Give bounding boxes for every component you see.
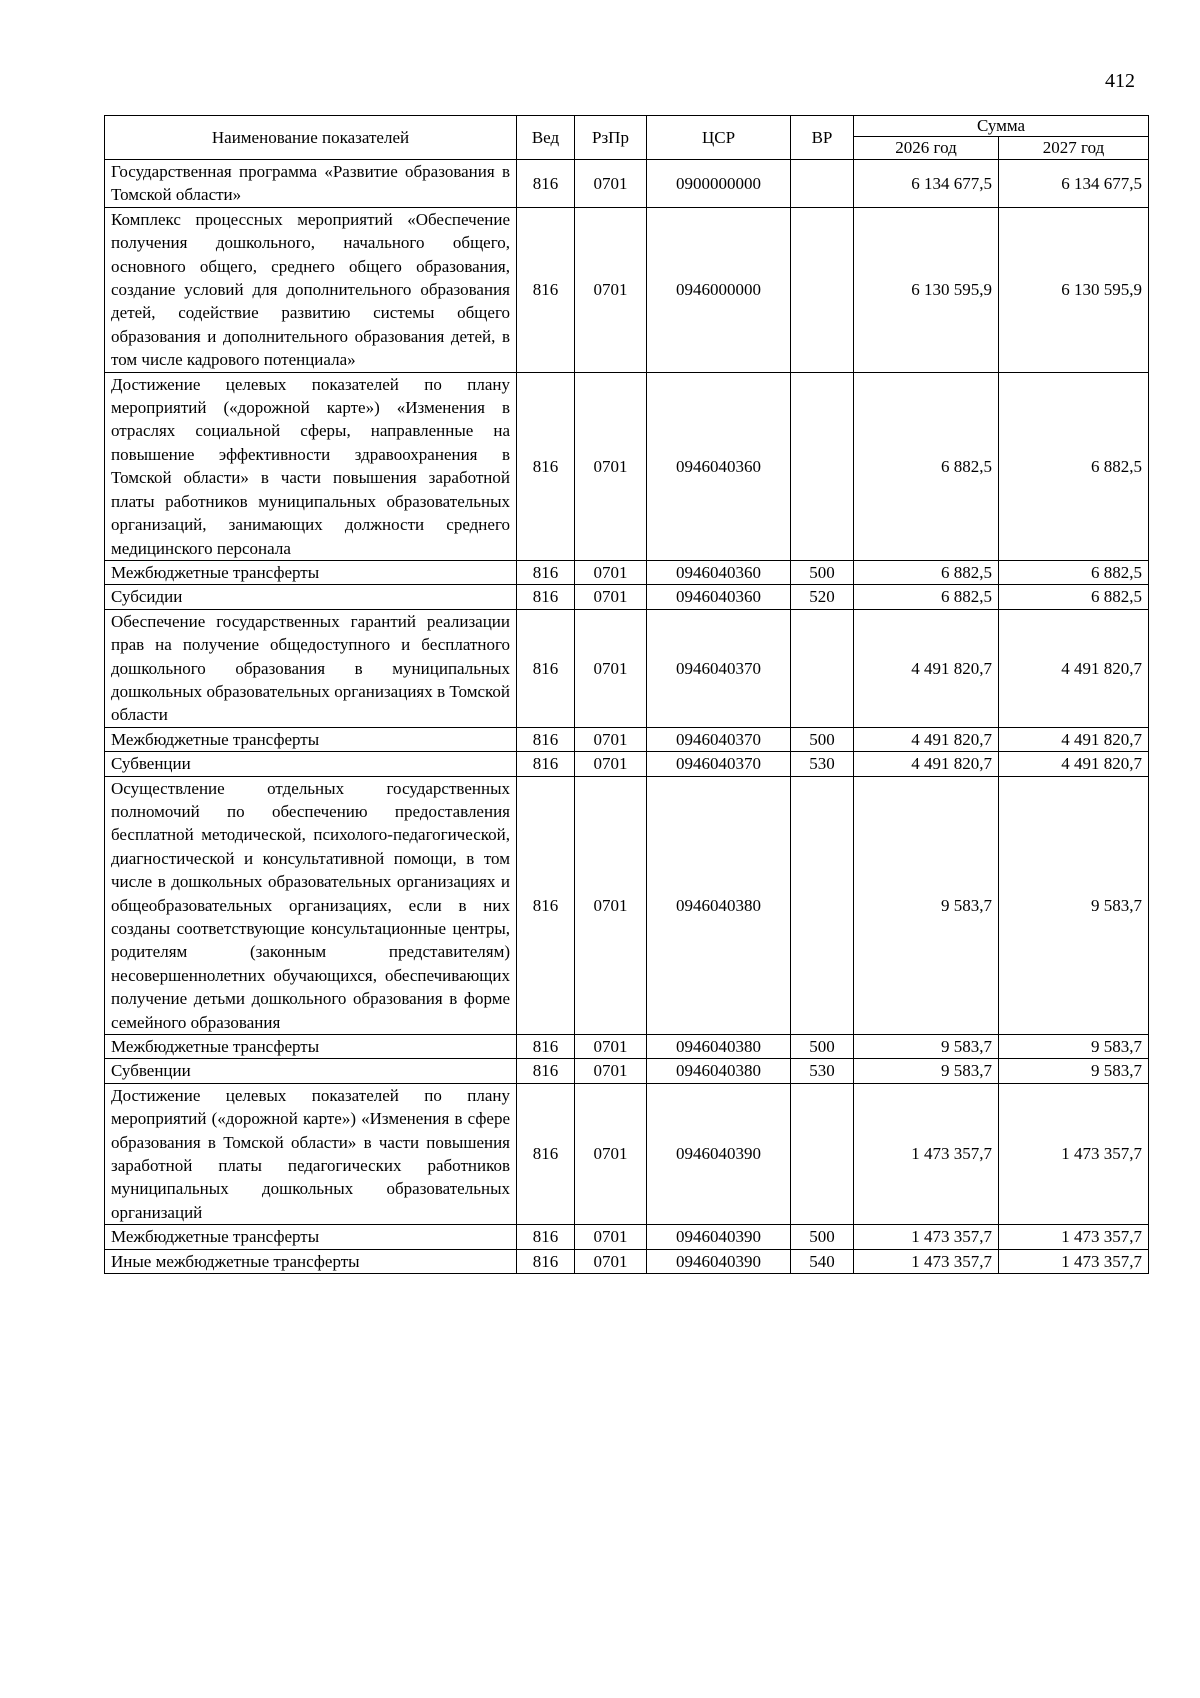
cell-sum-2026: 1 473 357,7 [854, 1249, 999, 1273]
cell-rzpr: 0701 [575, 752, 647, 776]
header-year-2027: 2027 год [999, 137, 1149, 160]
table-row [105, 560, 1149, 584]
cell-vr [791, 372, 854, 560]
cell-csr: 0946040380 [647, 1059, 791, 1083]
cell-ved: 816 [517, 727, 575, 751]
table-row [105, 1059, 1149, 1083]
cell-sum-2027: 6 130 595,9 [999, 207, 1149, 372]
budget-table [104, 115, 1149, 1274]
cell-sum-2026: 6 882,5 [854, 560, 999, 584]
cell-vr [791, 1083, 854, 1224]
cell-rzpr: 0701 [575, 776, 647, 1034]
header-year-2026: 2026 год [854, 137, 999, 160]
cell-csr: 0946000000 [647, 207, 791, 372]
cell-name: Осуществление отдельных государственных полномочий по обеспечению предоставления бесплатной методической, психолого-педагогической, диагностической и консультативной помощи, в том числе в дошкольных образовательных организациях и общеобразовательных организациях, если в них созданы соответствующие консультационные центры, родителям (законным представителям) несовершеннолетних обучающихся, обеспечивающих получение детьми дошкольного образования в форме семейного образования [105, 776, 517, 1034]
cell-rzpr: 0701 [575, 207, 647, 372]
cell-name: Субвенции [105, 752, 517, 776]
cell-ved: 816 [517, 752, 575, 776]
cell-ved: 816 [517, 372, 575, 560]
cell-csr: 0900000000 [647, 160, 791, 208]
cell-sum-2026: 6 134 677,5 [854, 160, 999, 208]
cell-name: Межбюджетные трансферты [105, 727, 517, 751]
cell-name: Государственная программа «Развитие образования в Томской области» [105, 160, 517, 208]
cell-sum-2026: 9 583,7 [854, 776, 999, 1034]
cell-rzpr: 0701 [575, 1225, 647, 1249]
cell-vr: 520 [791, 585, 854, 609]
cell-rzpr: 0701 [575, 585, 647, 609]
cell-csr: 0946040390 [647, 1249, 791, 1273]
cell-name: Межбюджетные трансферты [105, 560, 517, 584]
cell-rzpr: 0701 [575, 1059, 647, 1083]
header-csr: ЦСР [647, 116, 791, 160]
cell-vr [791, 207, 854, 372]
cell-ved: 816 [517, 1225, 575, 1249]
cell-name: Обеспечение государственных гарантий реализации прав на получение общедоступного и бесплатного дошкольного образования в муниципальных дошкольных образовательных организациях в Томской области [105, 609, 517, 727]
table-row [105, 1083, 1149, 1224]
header-ved: Вед [517, 116, 575, 160]
cell-vr: 500 [791, 1225, 854, 1249]
cell-sum-2027: 9 583,7 [999, 776, 1149, 1034]
cell-ved: 816 [517, 1083, 575, 1224]
cell-name: Субсидии [105, 585, 517, 609]
cell-csr: 0946040370 [647, 609, 791, 727]
table-row [105, 609, 1149, 727]
cell-rzpr: 0701 [575, 609, 647, 727]
cell-vr: 540 [791, 1249, 854, 1273]
cell-sum-2027: 4 491 820,7 [999, 752, 1149, 776]
cell-ved: 816 [517, 1249, 575, 1273]
cell-csr: 0946040380 [647, 1035, 791, 1059]
table-row [105, 1249, 1149, 1273]
cell-rzpr: 0701 [575, 560, 647, 584]
cell-vr: 500 [791, 727, 854, 751]
header-vr: ВР [791, 116, 854, 160]
cell-name: Достижение целевых показателей по плану мероприятий («дорожной карте») «Изменения в сфере образования в Томской области» в части повышения заработной платы педагогических работников муниципальных дошкольных образовательных организаций [105, 1083, 517, 1224]
cell-ved: 816 [517, 560, 575, 584]
cell-sum-2026: 1 473 357,7 [854, 1225, 999, 1249]
cell-sum-2026: 9 583,7 [854, 1059, 999, 1083]
cell-sum-2027: 1 473 357,7 [999, 1249, 1149, 1273]
table-body [105, 160, 1149, 1274]
cell-sum-2026: 6 130 595,9 [854, 207, 999, 372]
cell-name: Субвенции [105, 1059, 517, 1083]
table-row [105, 1225, 1149, 1249]
header-name: Наименование показателей [105, 116, 517, 160]
cell-rzpr: 0701 [575, 727, 647, 751]
cell-vr: 530 [791, 1059, 854, 1083]
cell-name: Достижение целевых показателей по плану мероприятий («дорожной карте») «Изменения в отраслях социальной сферы, направленные на повышение эффективности здравоохранения в Томской области» в части повышения заработной платы работников муниципальных образовательных организаций, занимающих должности среднего медицинского персонала [105, 372, 517, 560]
cell-ved: 816 [517, 585, 575, 609]
cell-ved: 816 [517, 609, 575, 727]
cell-sum-2027: 6 882,5 [999, 372, 1149, 560]
cell-name: Межбюджетные трансферты [105, 1225, 517, 1249]
table-row [105, 776, 1149, 1034]
header-sum: Сумма [854, 116, 1149, 137]
table-row [105, 207, 1149, 372]
cell-sum-2027: 6 882,5 [999, 560, 1149, 584]
table-row [105, 727, 1149, 751]
header-rzpr: РзПр [575, 116, 647, 160]
table-row [105, 585, 1149, 609]
cell-ved: 816 [517, 207, 575, 372]
table-row [105, 372, 1149, 560]
cell-rzpr: 0701 [575, 1083, 647, 1224]
cell-rzpr: 0701 [575, 1035, 647, 1059]
cell-rzpr: 0701 [575, 160, 647, 208]
cell-sum-2027: 9 583,7 [999, 1059, 1149, 1083]
cell-sum-2027: 6 134 677,5 [999, 160, 1149, 208]
cell-name: Межбюджетные трансферты [105, 1035, 517, 1059]
cell-csr: 0946040360 [647, 372, 791, 560]
cell-rzpr: 0701 [575, 1249, 647, 1273]
cell-ved: 816 [517, 1059, 575, 1083]
cell-sum-2026: 6 882,5 [854, 372, 999, 560]
cell-sum-2026: 1 473 357,7 [854, 1083, 999, 1224]
cell-sum-2026: 4 491 820,7 [854, 752, 999, 776]
cell-sum-2026: 6 882,5 [854, 585, 999, 609]
table-row [105, 160, 1149, 208]
cell-csr: 0946040380 [647, 776, 791, 1034]
cell-vr: 500 [791, 560, 854, 584]
cell-name: Иные межбюджетные трансферты [105, 1249, 517, 1273]
cell-sum-2026: 9 583,7 [854, 1035, 999, 1059]
cell-sum-2027: 9 583,7 [999, 1035, 1149, 1059]
cell-sum-2027: 4 491 820,7 [999, 609, 1149, 727]
cell-ved: 816 [517, 160, 575, 208]
cell-sum-2027: 1 473 357,7 [999, 1083, 1149, 1224]
cell-csr: 0946040360 [647, 585, 791, 609]
cell-sum-2027: 6 882,5 [999, 585, 1149, 609]
cell-sum-2026: 4 491 820,7 [854, 727, 999, 751]
cell-csr: 0946040390 [647, 1083, 791, 1224]
cell-csr: 0946040360 [647, 560, 791, 584]
cell-sum-2026: 4 491 820,7 [854, 609, 999, 727]
cell-vr: 530 [791, 752, 854, 776]
cell-csr: 0946040370 [647, 727, 791, 751]
cell-ved: 816 [517, 1035, 575, 1059]
table-row [105, 1035, 1149, 1059]
cell-name: Комплекс процессных мероприятий «Обеспечение получения дошкольного, начального общего, основного общего, среднего общего образования, создание условий для дополнительного образования детей, содействие развитию системы общего образования и дополнительного образования детей, в том числе кадрового потенциала» [105, 207, 517, 372]
cell-vr: 500 [791, 1035, 854, 1059]
table-row [105, 752, 1149, 776]
cell-csr: 0946040370 [647, 752, 791, 776]
cell-vr [791, 609, 854, 727]
cell-sum-2027: 1 473 357,7 [999, 1225, 1149, 1249]
cell-rzpr: 0701 [575, 372, 647, 560]
cell-vr [791, 160, 854, 208]
cell-csr: 0946040390 [647, 1225, 791, 1249]
cell-sum-2027: 4 491 820,7 [999, 727, 1149, 751]
page-number: 412 [1105, 70, 1135, 92]
cell-ved: 816 [517, 776, 575, 1034]
cell-vr [791, 776, 854, 1034]
